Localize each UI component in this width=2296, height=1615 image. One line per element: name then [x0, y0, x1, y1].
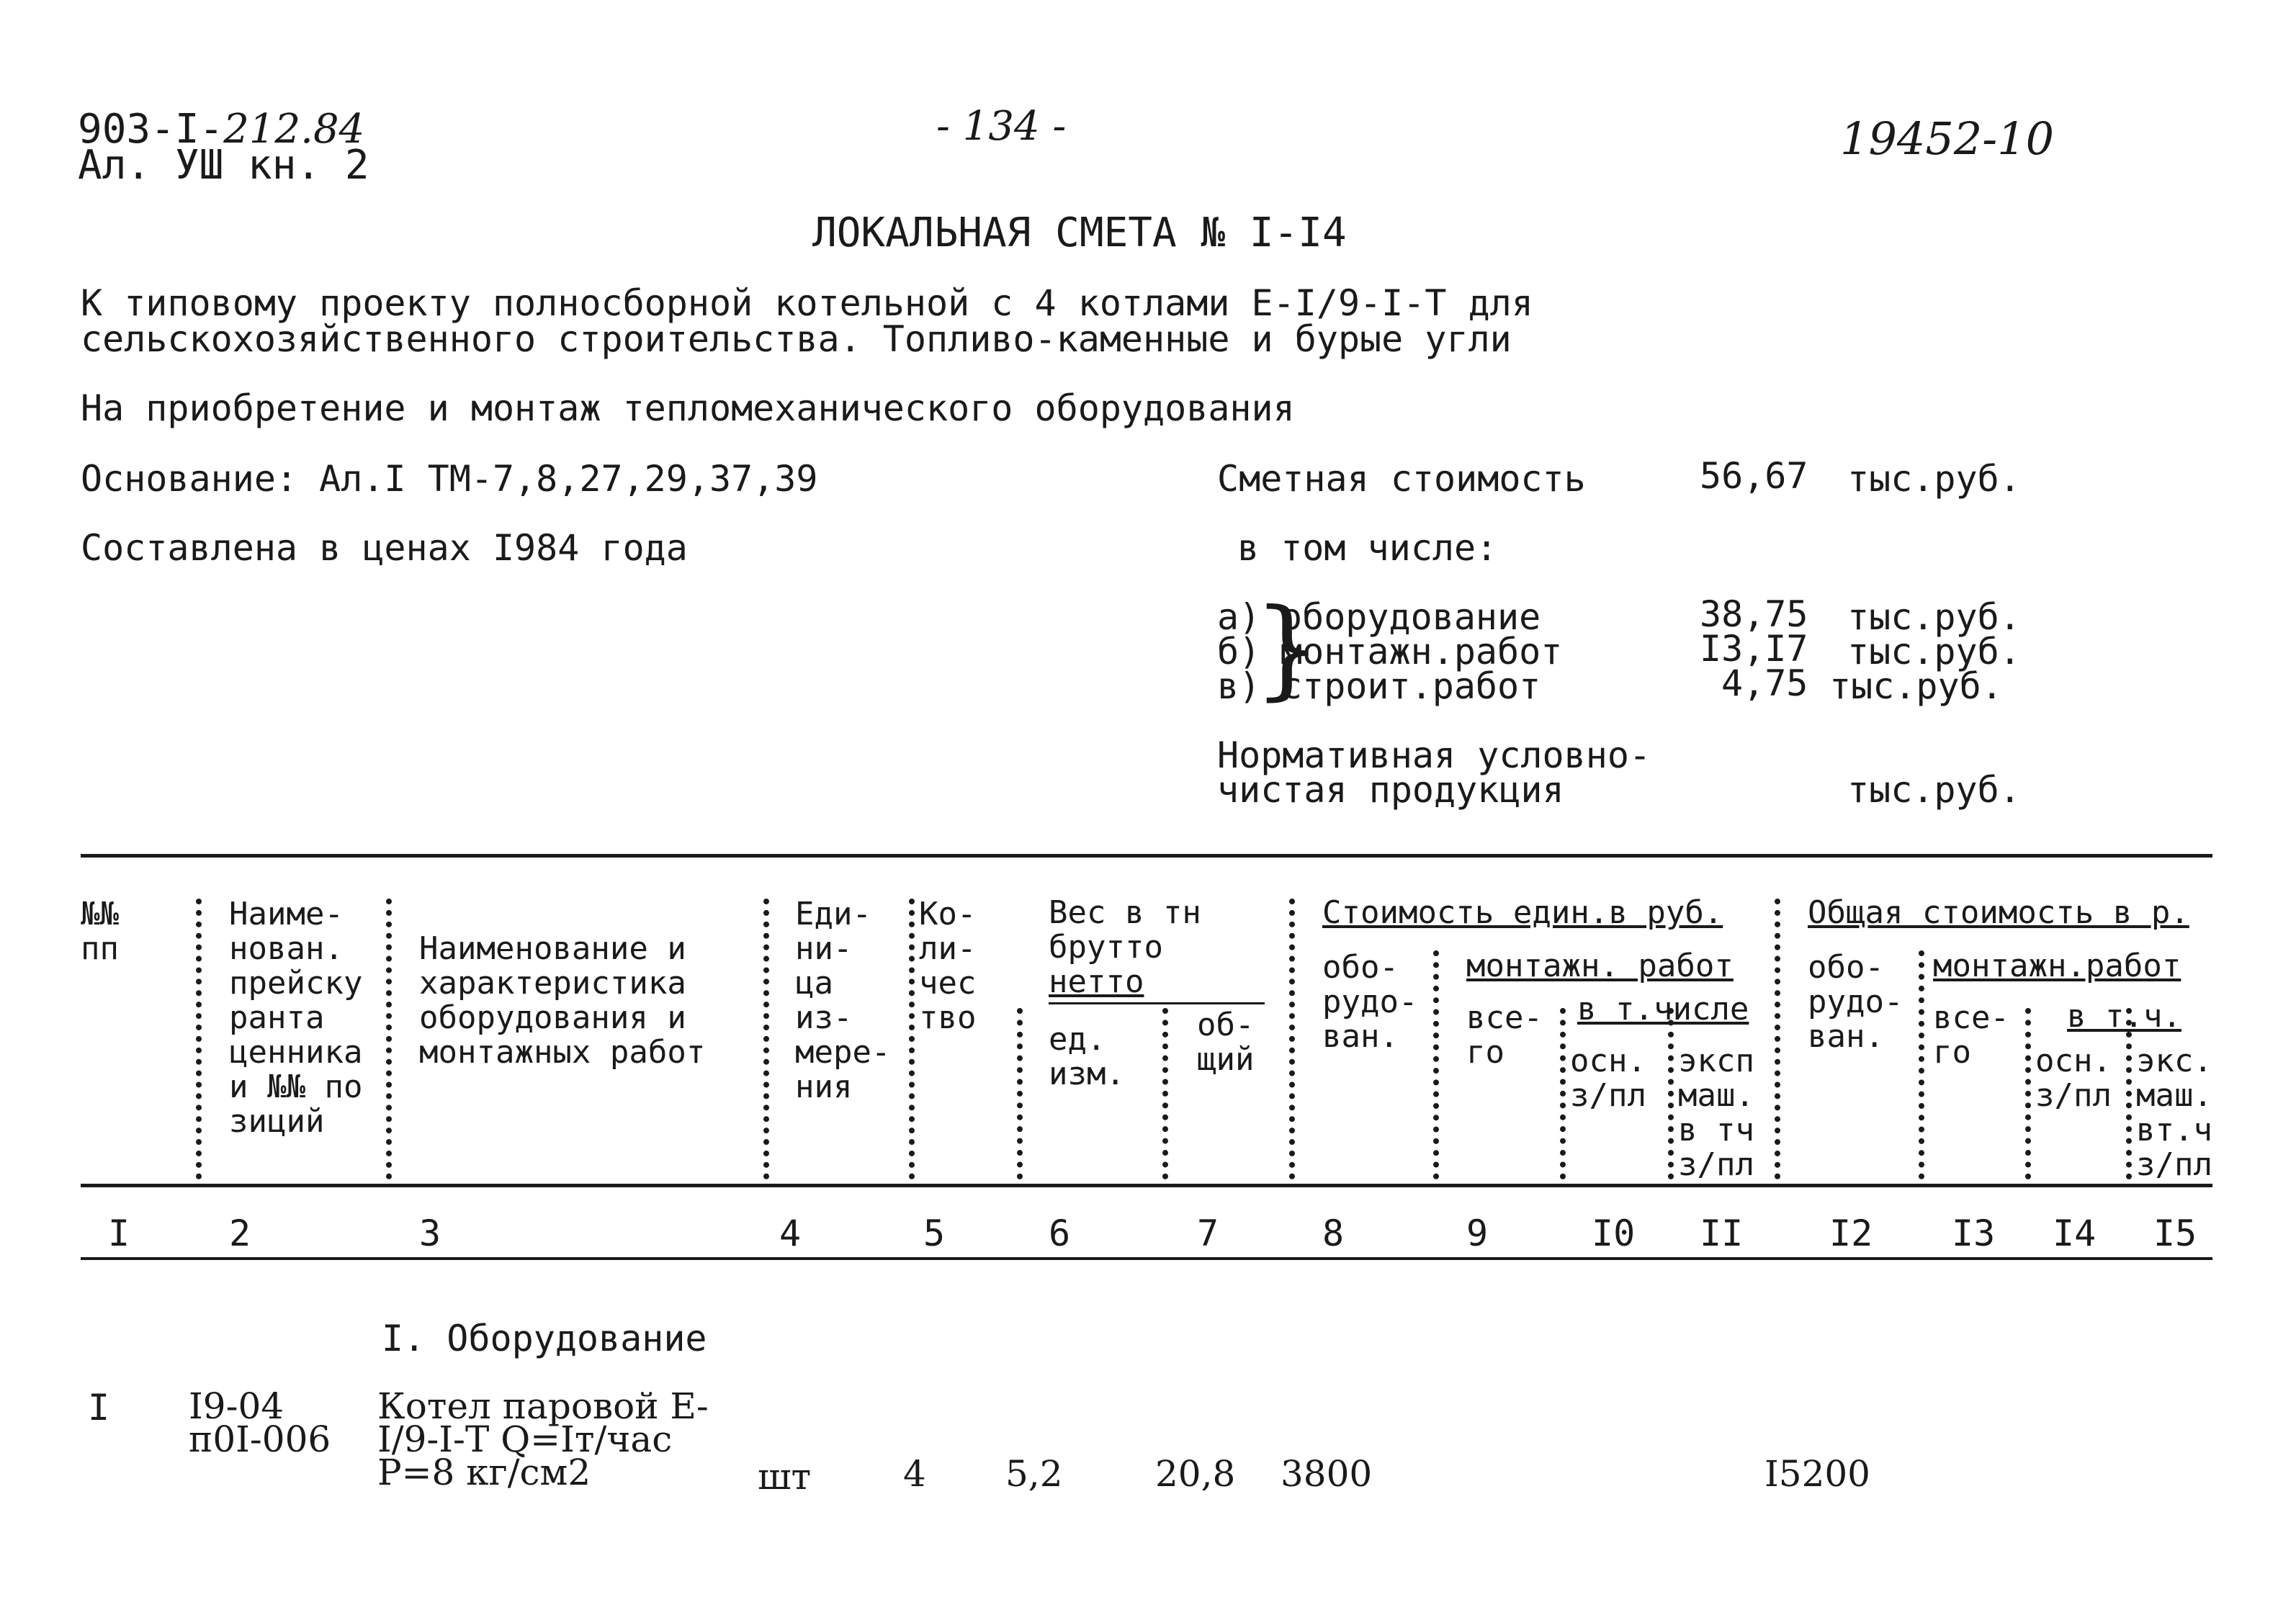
column-number: 6 — [1049, 1213, 1071, 1254]
section-title: I. Оборудование — [382, 1318, 707, 1359]
header-weight: Вес в тн — [1049, 894, 1201, 931]
cost-item-unit: тыс.руб. — [1847, 596, 2021, 638]
header-unit-cost: Стоимость един.в руб. — [1322, 894, 1723, 931]
page-number: - 134 - — [936, 103, 1067, 150]
album-reference: Ал. УШ кн. 2 — [78, 142, 369, 189]
column-separator — [1289, 899, 1295, 1179]
column-separator — [386, 899, 392, 1179]
column-separator — [2025, 1008, 2031, 1179]
cost-item-unit: тыс.руб. — [1829, 665, 2003, 707]
column-number: 9 — [1466, 1213, 1489, 1254]
row-quantity: 4 — [903, 1453, 926, 1495]
header-weight-brutto: брутто — [1049, 929, 1163, 966]
cost-item-mark: а) — [1217, 596, 1261, 638]
header-weight-total: об- щий — [1197, 1007, 1255, 1078]
normative-product-line1: Нормативная условно- — [1217, 734, 1651, 776]
header-price-code: Наиме- нован. прейску ранта ценника и №№ по зиций — [229, 896, 363, 1140]
cost-item-label: монтажн.работ — [1281, 631, 1563, 672]
header-unit-base-salary: осн. з/пл — [1570, 1043, 1646, 1114]
column-number: II — [1700, 1213, 1744, 1254]
header-weight-netto: нетто — [1049, 963, 1144, 1000]
header-unit: Еди- ни- ца из- мере- ния — [795, 896, 891, 1105]
column-separator — [1775, 899, 1780, 1179]
estimated-cost-value: 56,67 — [1700, 455, 1808, 497]
column-separator — [1162, 1008, 1168, 1179]
column-number: 3 — [419, 1213, 441, 1254]
header-quantity: Ко- ли- чес тво — [919, 896, 977, 1036]
column-number: I — [108, 1213, 130, 1254]
document-code-handwritten: 212.84 — [223, 106, 365, 153]
project-description-line1: К типовому проекту полносборной котельной с 4 котлами Е-I/9-I-Т для — [81, 282, 1533, 324]
table-top-border — [81, 854, 2212, 858]
column-number: I5 — [2153, 1213, 2197, 1254]
header-name-description: Наименование и характеристика оборудования и монтажных работ — [419, 930, 706, 1071]
normative-product-line2: чистая продукция — [1217, 769, 1564, 811]
column-number: 5 — [923, 1213, 946, 1254]
column-number: 8 — [1322, 1213, 1345, 1254]
basis: Основание: Ал.I ТМ-7,8,27,29,37,39 — [81, 458, 818, 500]
cost-item-mark: в) — [1217, 665, 1261, 707]
project-description-line2: сельскохозяйственного строительства. Топливо-каменные и бурые угли — [81, 318, 1512, 360]
column-number: I4 — [2053, 1213, 2097, 1254]
header-total-including: в т.ч. — [2067, 998, 2181, 1035]
header-unit-mounting: монтажн. работ — [1466, 948, 1734, 984]
header-total-equipment: обо- рудо- ван. — [1808, 949, 1903, 1055]
column-number: 4 — [779, 1213, 802, 1254]
normative-product-unit: тыс.руб. — [1847, 769, 2021, 811]
column-separator — [763, 899, 769, 1179]
cost-item-value: I3,I7 — [1700, 628, 1808, 670]
row-item-name: Котел паровой Е- I/9-I-Т Q=Iт/час Р=8 кг/см2 — [377, 1385, 709, 1493]
column-separator — [1433, 950, 1439, 1179]
column-separator — [1919, 950, 1924, 1179]
header-row-number: №№ пп — [81, 896, 119, 967]
estimated-cost-unit: тыс.руб. — [1847, 458, 2021, 500]
prices-year: Составлена в ценах I984 года — [81, 527, 688, 569]
cost-breakdown-brace: } — [1253, 586, 1322, 711]
cost-item-label: оборудование — [1281, 596, 1541, 638]
column-number: I3 — [1952, 1213, 1996, 1254]
row-equipment-unit-cost: 3800 — [1281, 1453, 1373, 1495]
header-total-machine: экс. маш. вт.ч з/пл — [2136, 1043, 2212, 1183]
header-total-cost: Общая стоимость в р. — [1808, 894, 2189, 931]
estimated-cost-label: Сметная стоимость — [1217, 458, 1586, 500]
purpose: На приобретение и монтаж тепломеханического оборудования — [81, 387, 1295, 429]
cost-item-unit: тыс.руб. — [1847, 631, 2021, 672]
header-unit-including: в т.числе — [1577, 991, 1749, 1027]
row-number: I — [88, 1387, 110, 1429]
column-number: I2 — [1829, 1213, 1873, 1254]
cost-item-value: 38,75 — [1700, 593, 1808, 635]
weight-divider — [1049, 1002, 1265, 1004]
header-weight-unit: ед. изм. — [1049, 1021, 1125, 1092]
cost-item-mark: б) — [1217, 631, 1261, 672]
document-code-printed: 903-I- — [78, 106, 224, 153]
header-unit-machine: эксп маш. в тч з/пл — [1678, 1043, 1754, 1183]
column-numbers-underline — [81, 1257, 2212, 1260]
row-equipment-total-cost: I5200 — [1764, 1453, 1870, 1495]
column-separator — [1017, 1008, 1023, 1179]
row-unit: шт — [758, 1456, 812, 1498]
header-unit-mounting-total: все- го — [1466, 999, 1543, 1071]
header-total-base-salary: осн. з/пл — [2035, 1043, 2112, 1114]
cost-item-value: 4,75 — [1721, 662, 1808, 704]
document-title: ЛОКАЛЬНАЯ СМЕТА № I-I4 — [812, 210, 1347, 256]
row-weight-total: 20,8 — [1155, 1453, 1236, 1495]
header-total-mounting-total: все- го — [1933, 999, 2009, 1071]
header-bottom-border — [81, 1184, 2212, 1187]
column-separator — [1560, 1008, 1566, 1179]
archive-number: 19452-10 — [1840, 112, 2055, 165]
cost-item-label: строит.работ — [1281, 665, 1541, 707]
row-price-code: I9-04 п0I-006 — [189, 1385, 331, 1460]
header-unit-equipment: обо- рудо- ван. — [1322, 949, 1418, 1055]
column-number: I0 — [1592, 1213, 1636, 1254]
header-total-mounting: монтажн.работ — [1933, 948, 2181, 984]
column-separator — [909, 899, 915, 1179]
column-number: 7 — [1197, 1213, 1219, 1254]
row-weight-unit: 5,2 — [1005, 1453, 1063, 1495]
column-separator — [1668, 1008, 1674, 1179]
column-separator — [196, 899, 202, 1179]
column-number: 2 — [229, 1213, 251, 1254]
including-label: в том числе: — [1237, 527, 1498, 569]
